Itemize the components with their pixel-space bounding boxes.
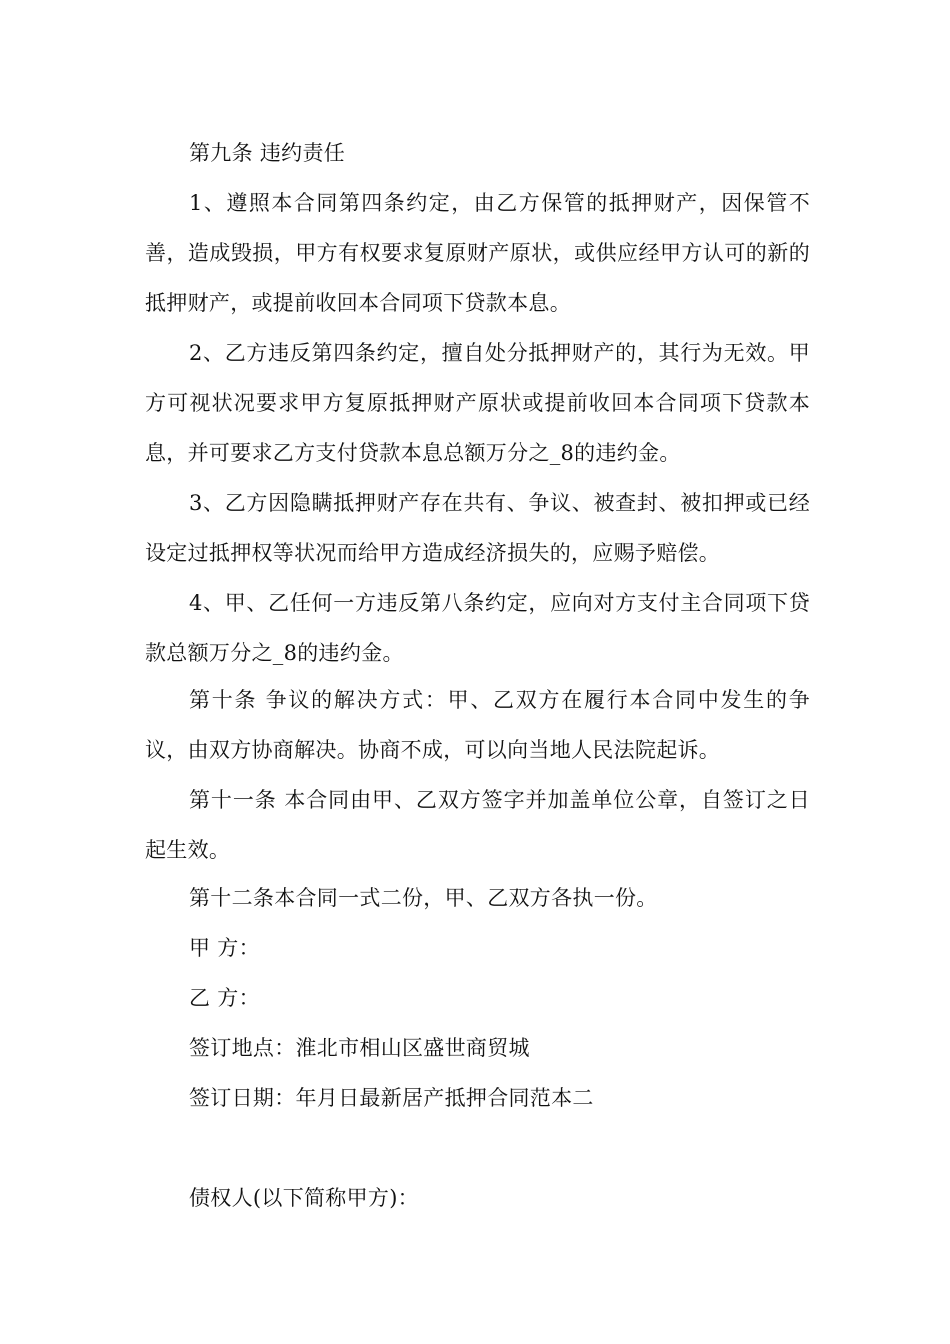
clause-4: 4、甲、乙任何一方违反第八条约定，应向对方支付主合同项下贷款总额万分之_8的违约金。	[145, 591, 810, 665]
article-11: 第十一条 本合同由甲、乙双方签字并加盖单位公章，自签订之日起生效。	[145, 788, 810, 862]
article9-heading: 第九条 违约责任	[189, 141, 346, 165]
article-12: 第十二条本合同一式二份，甲、乙双方各执一份。	[189, 886, 658, 910]
clause-1: 1、遵照本合同第四条约定，由乙方保管的抵押财产，因保管不善，造成毁损，甲方有权要求复原财产原状，或供应经甲方认可的新的抵押财产，或提前收回本合同项下贷款本息。	[145, 191, 810, 315]
signing-date: 签订日期：年月日最新居产抵押合同范本二	[189, 1086, 594, 1110]
creditor-label: 债权人(以下简称甲方)：	[189, 1186, 419, 1210]
signing-place: 签订地点：淮北市相山区盛世商贸城	[189, 1036, 530, 1060]
party-b-label: 乙 方：	[189, 986, 260, 1010]
clause-3: 3、乙方因隐瞒抵押财产存在共有、争议、被查封、被扣押或已经设定过抵押权等状况而给甲方造成经济损失的，应赐予赔偿。	[145, 491, 810, 565]
clause-2: 2、乙方违反第四条约定，擅自处分抵押财产的，其行为无效。甲方可视状况要求甲方复原抵押财产原状或提前收回本合同项下贷款本息，并可要求乙方支付贷款本息总额万分之_8的违约金。	[145, 341, 810, 465]
article-10: 第十条 争议的解决方式：甲、乙双方在履行本合同中发生的争议，由双方协商解决。协商不成，可以向当地人民法院起诉。	[145, 688, 810, 762]
party-a-label: 甲 方：	[189, 936, 260, 960]
